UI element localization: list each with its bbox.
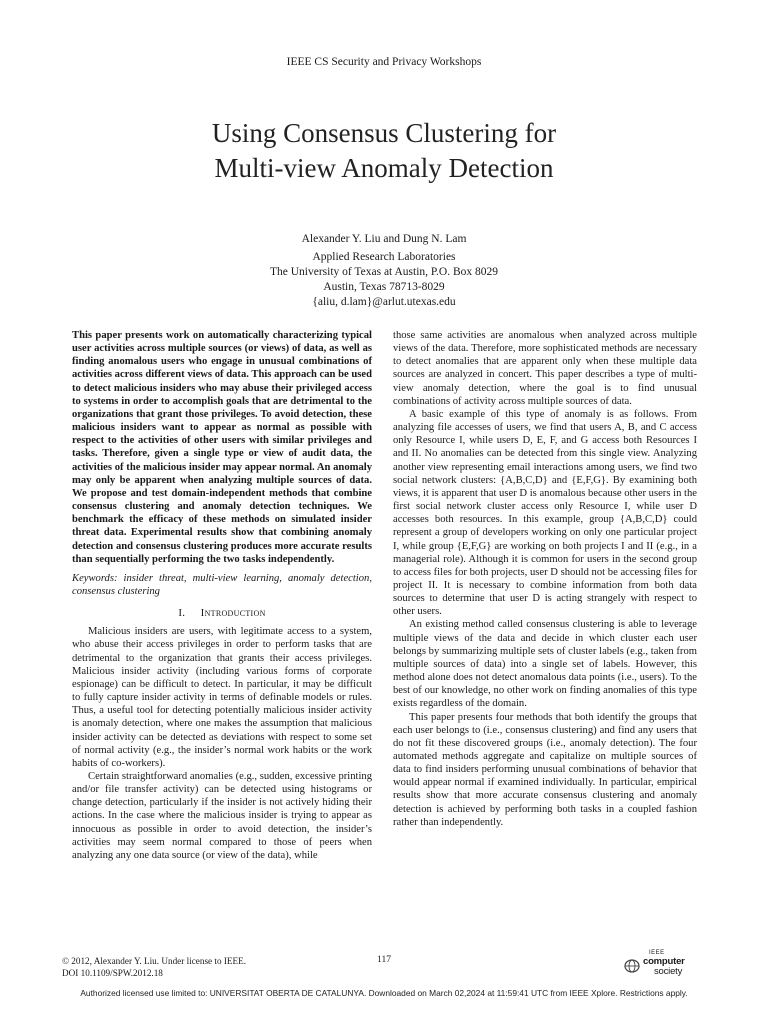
logo-society-text: society bbox=[654, 966, 683, 977]
paper-title bbox=[0, 116, 768, 186]
contribution-paragraph: This paper presents four methods that both identify the groups that each user belongs to (i.e., consensus clustering) and find any users that do not fit these discovered groups (i.e., anomaly detection). The four automated methods aggregate and capitalize on multiple sources of data to find insiders performing unusual combinations of behavior that would appear normal if examined individually. In particular, empirical results show that more accurate consensus clustering and anomaly detection is achieved by performing both tasks in a coupled fashion rather than independently. bbox=[393, 711, 697, 828]
affiliation-line-2: The University of Texas at Austin, P.O. Box 8029 bbox=[269, 266, 498, 278]
intro-paragraph-2: Certain straightforward anomalies (e.g., sudden, excessive printing and/or file transfer activity) can be detected using histograms or change detection, particularly if the insider is not actively hiding their actions. In the case where the malicious insider is trying to appear as innocuous as possible in order to avoid detection, the insider’s activities may seem normal compared to those of peers when analyzing any one data source (or view of the data), while bbox=[72, 771, 372, 861]
left-column bbox=[72, 329, 372, 862]
ieee-computer-society-logo bbox=[624, 950, 704, 980]
author-block bbox=[0, 232, 768, 310]
section-number: I. bbox=[178, 607, 186, 620]
logo-computer-text: computer bbox=[643, 956, 685, 967]
license-notice: Authorized licensed use limited to: UNIVERSITAT OBERTA DE CATALUNYA. Downloaded on March 02,2024 at 11:59:41 UTC from IEEE Xplore. Restrictions apply. bbox=[80, 988, 688, 998]
keywords: Keywords: insider threat, multi-view learning, anomaly detection, consensus clustering bbox=[72, 572, 372, 597]
continued-paragraph: those same activities are anomalous when analyzed across multiple views of the data. Therefore, more sophisticated methods are necessary to detect anomalies that are apparent only when these multiple data sources are analyzed in concert. This paper describes a type of multi-view anomaly detection, where the goal is to find unusual combinations of activity across multiple sources of data. bbox=[393, 330, 697, 407]
page-number: 117 bbox=[377, 955, 391, 965]
example-paragraph: A basic example of this type of anomaly is as follows. From analyzing file accesses of users, we find that users A, B, and C access only Resource I, while users D, E, F, and G access both Resources I and II. No anomalies can be detected from this single view. Analyzing another view representing email interactions among users, we find two social network clusters: {A,B,C,D} and {E,F,G}. By examining both views, it is apparent that user D is anomalous because other users in the first social network cluster access only Resource I, while user D accesses both resources. In this example, group {A,B,C,D} could represent a group of developers working on only one particular project I, while group {E,F,G} are working on both projects I and II (e.g., in a managerial role). Although it is common for users in the second group to access files for both projects, user D should not be accessing files for project II. It is necessary to combine information from both data sources to determine that user D is acting strangely with respect to other users. bbox=[393, 408, 697, 618]
author-names: Alexander Y. Liu and Dung N. Lam bbox=[301, 233, 467, 245]
globe-icon bbox=[624, 959, 640, 973]
copyright-notice: © 2012, Alexander Y. Liu. Under license to IEEE. bbox=[62, 956, 247, 966]
title-line-1: Using Consensus Clustering for bbox=[211, 118, 557, 148]
section-title: Introduction bbox=[200, 607, 266, 620]
title-line-2: Multi-view Anomaly Detection bbox=[214, 153, 554, 183]
doi: DOI 10.1109/SPW.2012.18 bbox=[62, 968, 163, 978]
abstract: This paper presents work on automatically characterizing typical user activities across multiple sources (or views) of data, as well as finding anomalous users who engage in unusual combinations of activities across different views of data. This approach can be used to detect malicious insiders who may abuse their privileged access to systems in order to accomplish goals that are detrimental to the organizations that grant those privileges. To avoid detection, these malicious insiders want to appear as normal as possible with respect to the activities of other users with similar privileges and tasks. Therefore, given a single type or view of audit data, the activities of the malicious insider may appear normal. An anomaly may only be apparent when analyzing multiple sources of data. We propose and test domain-independent methods that combine consensus clustering and anomaly detection techniques. We benchmark the efficacy of these methods on simulated insider threat data. Experimental results show that combining anomaly detection and consensus clustering produces more accurate results than sequentially performing the two tasks independently. bbox=[72, 330, 372, 565]
right-column bbox=[393, 329, 697, 829]
logo-ieee-text: IEEE bbox=[649, 950, 665, 956]
section-heading bbox=[72, 607, 372, 620]
consensus-paragraph: An existing method called consensus clustering is able to leverage multiple views of the data and decide in which cluster each user belongs by summarizing multiple sets of cluster labels (e.g., taken from multiple sources of data) into a single set of labels. However, this method alone does not detect anomalous data points (i.e., users). To the best of our knowledge, no other work on finding anomalies of this type exists regardless of the domain. bbox=[393, 619, 697, 710]
intro-paragraph-1: Malicious insiders are users, with legitimate access to a system, who abuse their access privileges in order to perform tasks that are detrimental to the organization that grants their access privileges. Malicious insider activity (including various forms of corporate espionage) can be difficult to detect. In particular, it may be difficult to fully capture insider activity in terms of definable models or rules. Thus, a useful tool for detecting potentially malicious insider activity is anomaly detection, where one makes the assumption that malicious insider activity can be detected as deviations with respect to some set of normal activity (e.g., the insider’s normal work habits or the work habits of co-workers). bbox=[72, 626, 372, 769]
affiliation-line-3: Austin, Texas 78713-8029 bbox=[323, 281, 445, 293]
affiliation-line-1: Applied Research Laboratories bbox=[312, 251, 456, 263]
author-email: {aliu, d.lam}@arlut.utexas.edu bbox=[312, 296, 456, 308]
conference-header: IEEE CS Security and Privacy Workshops bbox=[286, 56, 482, 68]
